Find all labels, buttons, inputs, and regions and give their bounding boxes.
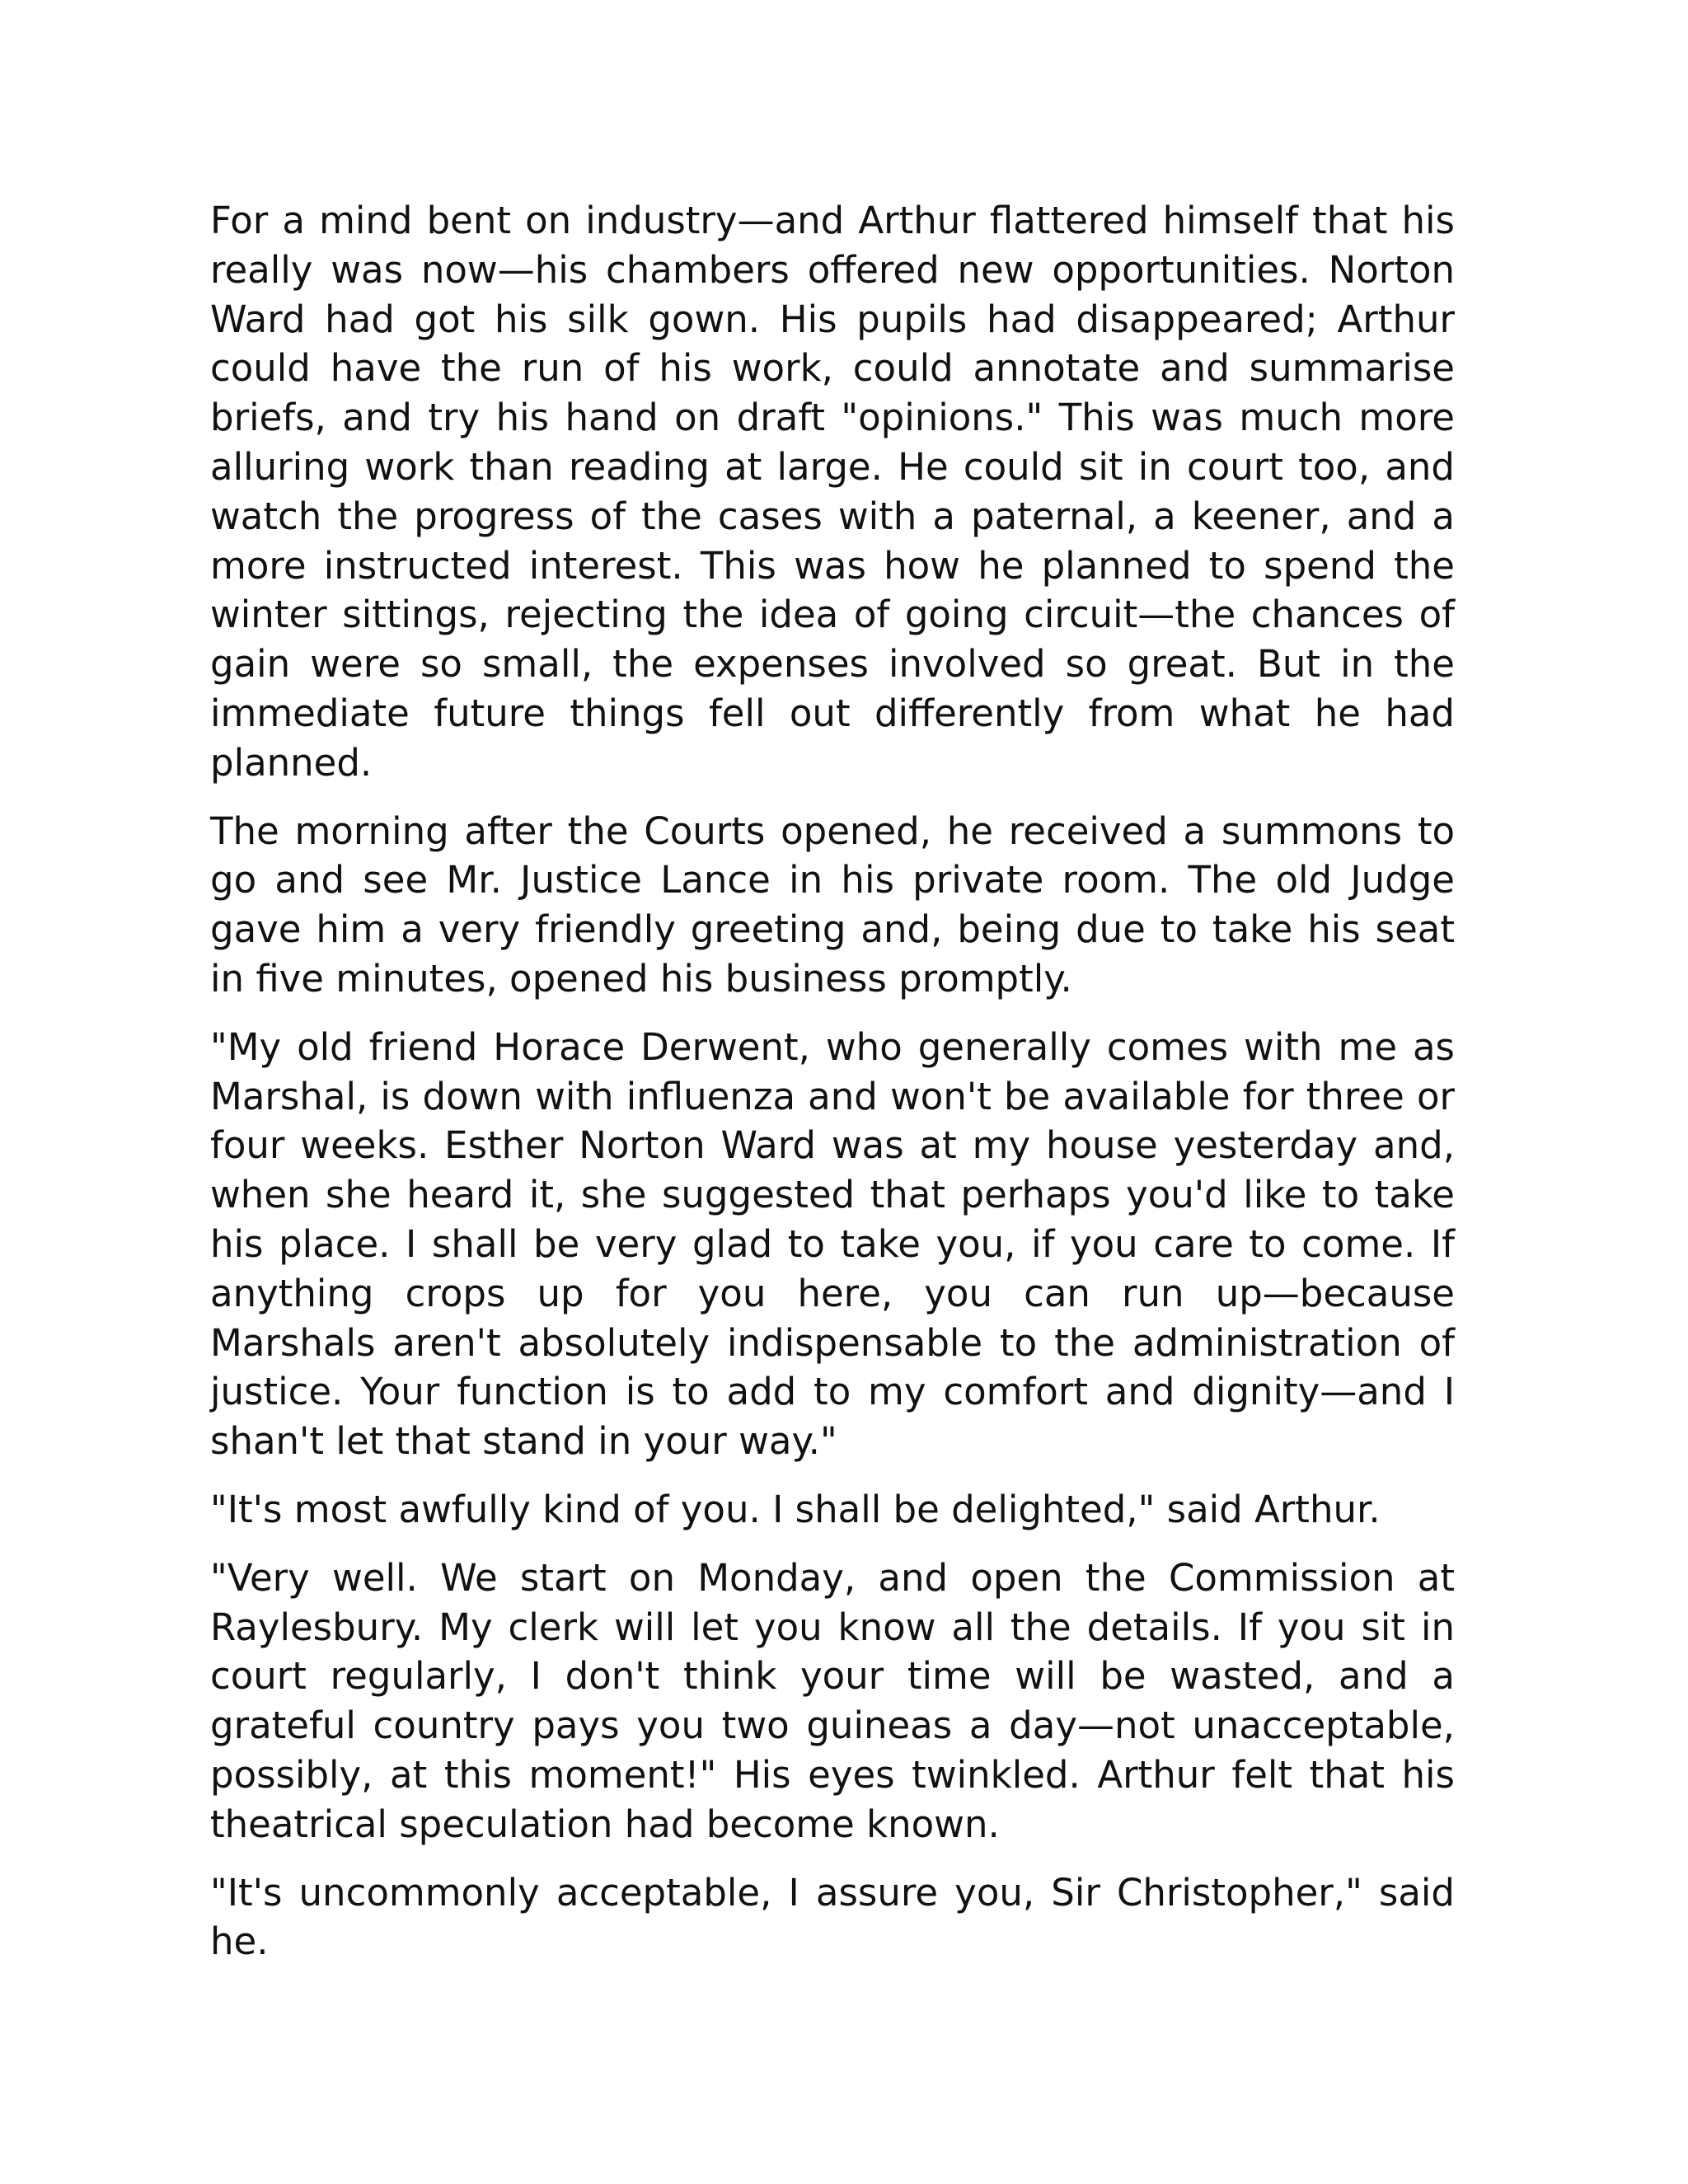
- page-body: [210, 196, 1455, 1985]
- paragraph: The morning after the Courts opened, he received a summons to go and see Mr. Justice Lance in his private room. The old Judge gave him a very friendly greeting and, being due to take his seat in five minutes, opened his business promptly.: [210, 808, 1455, 1001]
- paragraph: "Very well. We start on Monday, and open the Commission at Raylesbury. My clerk will let you know all the details. If you sit in court regularly, I don't think your time will be wasted, and a grateful country pays you two guineas a day—not unacceptable, possibly, at this moment!" His eyes twinkled. Arthur felt that his theatrical speculation had become known.: [210, 1555, 1455, 1846]
- paragraph: For a mind bent on industry—and Arthur flattered himself that his really was now—his chambers offered new opportunities. Norton Ward had got his silk gown. His pupils had disappeared; Arthur could have the run of his work, could annotate and summarise briefs, and try his hand on draft "opinions." This was much more alluring work than reading at large. He could sit in court too, and watch the progress of the cases with a paternal, a keener, and a more instructed interest. This was how he planned to spend the winter sittings, rejecting the idea of going circuit—the chances of gain were so small, the expenses involved so great. But in the immediate future things fell out differently from what he had planned.: [210, 199, 1455, 785]
- paragraph: "It's uncommonly acceptable, I assure you, Sir Christopher," said he.: [210, 1870, 1455, 1964]
- paragraph: "It's most awfully kind of you. I shall be delighted," said Arthur.: [210, 1487, 1381, 1531]
- paragraph: "My old friend Horace Derwent, who generally comes with me as Marshal, is down with influenza and won't be available for three or four weeks. Esther Norton Ward was at my house yesterday and, when she heard it, she suggested that perhaps you'd like to take his place. I shall be very glad to take you, if you care to come. If anything crops up for you here, you can run up—because Marshals aren't absolutely indispensable to the administration of justice. Your function is to add to my comfort and dignity—and I shan't let that stand in your way.": [210, 1024, 1455, 1464]
